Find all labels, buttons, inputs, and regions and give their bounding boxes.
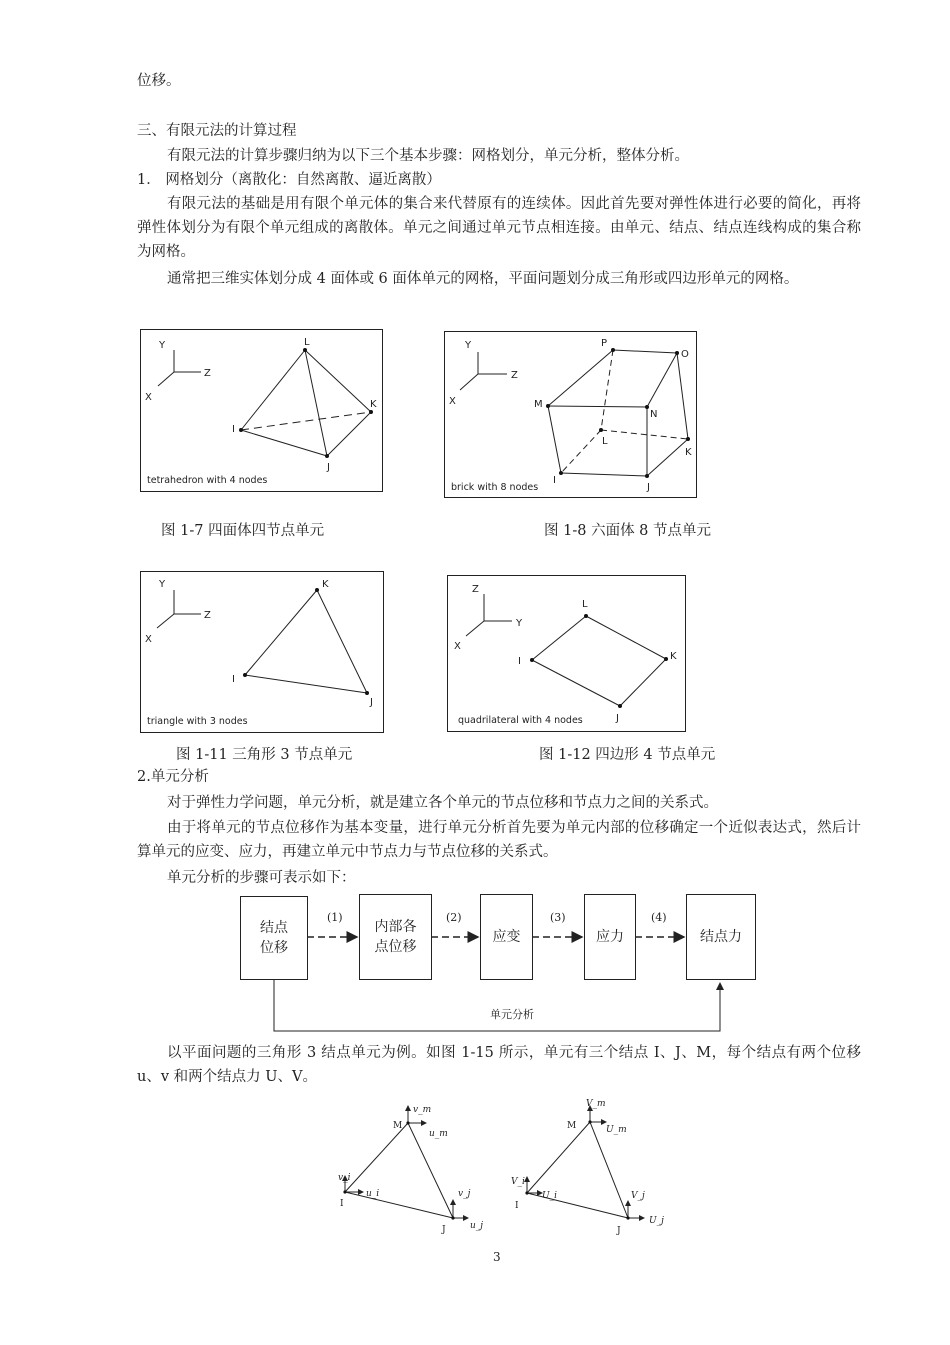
- step-title: 2.单元分析: [137, 769, 209, 785]
- vector-label: v_i: [338, 1173, 351, 1183]
- flow-box-label: 结点 位移: [260, 920, 288, 956]
- vector-label: u_j: [470, 1221, 484, 1231]
- node-label: M: [567, 1121, 577, 1131]
- axis-label: X: [145, 392, 152, 403]
- node-label: I: [232, 424, 235, 435]
- paragraph: 对于弹性力学问题，单元分析，就是建立各个单元的节点位移和节点力之间的关系式。: [167, 795, 718, 811]
- vector-label: v_j: [458, 1189, 471, 1199]
- flow-step-label: (1): [327, 911, 343, 924]
- node-label: J: [442, 1225, 446, 1235]
- axis-label: Z: [511, 370, 518, 381]
- paragraph: 有限元法的基础是用有限个单元体的集合来代替原有的连续体。因此首先要对弹性体进行必要的简化，再将弹性体划分为有限个单元组成的离散体。单元之间通过单元节点相连接。由单元、结点、结点连线构成的集合称为网格。: [137, 196, 861, 260]
- vector-label: u_m: [429, 1129, 448, 1139]
- node-label: J: [617, 1226, 621, 1236]
- axis-label: Z: [204, 368, 211, 379]
- paragraph: 单元分析的步骤可表示如下：: [167, 870, 356, 886]
- section-title: 三、有限元法的计算过程: [137, 123, 297, 139]
- figure-caption: 图 1-8 六面体 8 节点单元: [544, 523, 712, 539]
- node-label: L: [582, 599, 588, 610]
- figure-brick: [444, 331, 697, 498]
- node-label: O: [681, 349, 689, 360]
- axis-label: Y: [159, 579, 166, 590]
- axis-label: Z: [472, 584, 479, 595]
- paragraph: 以平面问题的三角形 3 结点单元为例。如图 1-15 所示，单元有三个结点 I、J、M，每个结点有两个位移 u、v 和两个结点力 U、V。: [137, 1045, 861, 1085]
- node-label: J: [370, 697, 373, 708]
- vector-label: V_m: [586, 1099, 606, 1109]
- node-label: I: [515, 1201, 519, 1211]
- paragraph: 有限元法的计算步骤归纳为以下三个基本步骤：网格划分，单元分析，整体分析。: [167, 148, 689, 164]
- flow-step-label: (2): [446, 911, 462, 924]
- vector-label: U_m: [606, 1125, 627, 1135]
- node-label: J: [647, 482, 650, 493]
- figure-quadrilateral: [447, 575, 686, 732]
- page-number: 3: [493, 1250, 501, 1264]
- node-label: J: [616, 713, 619, 724]
- node-label: K: [322, 579, 329, 590]
- flow-box-stress: [584, 894, 636, 980]
- flow-box-label: 结点力: [700, 929, 742, 945]
- node-label: I: [553, 475, 556, 486]
- paragraph: 通常把三维实体划分成 4 面体或 6 面体单元的网格，平面问题划分成三角形或四边形单元的网格。: [167, 271, 799, 287]
- figure-1-15: [330, 1092, 690, 1242]
- node-label: L: [304, 337, 310, 348]
- vector-label: V_i: [511, 1177, 525, 1187]
- figure-label: triangle with 3 nodes: [147, 716, 248, 727]
- axis-label: X: [145, 634, 152, 645]
- node-label: P: [601, 338, 608, 349]
- flow-box-internal-displacement: [359, 894, 432, 980]
- vector-label: U_i: [542, 1191, 557, 1201]
- step-title: 1． 网格划分（离散化：自然离散、逼近离散）: [137, 172, 441, 188]
- figure-caption: 图 1-11 三角形 3 节点单元: [176, 747, 353, 763]
- node-label: M: [393, 1121, 403, 1131]
- vector-label: V_j: [631, 1191, 645, 1201]
- paragraph: 由于将单元的节点位移作为基本变量，进行单元分析首先要为单元内部的位移确定一个近似表达式，然后计算单元的应变、应力，再建立单元中节点力与节点位移的关系式。: [137, 820, 861, 860]
- figure-tetrahedron: [140, 329, 383, 492]
- flow-step-label: (4): [651, 911, 667, 924]
- node-label: K: [670, 651, 677, 662]
- node-label: L: [602, 436, 608, 447]
- flow-bottom-label: 单元分析: [490, 1008, 534, 1021]
- node-label: J: [327, 462, 330, 473]
- flow-step-label: (3): [550, 911, 566, 924]
- flow-box-strain: [480, 894, 533, 980]
- axis-label: X: [454, 641, 461, 652]
- axis-label: Y: [465, 340, 472, 351]
- flow-box-node-displacement: [240, 896, 308, 980]
- figure-caption: 图 1-12 四边形 4 节点单元: [539, 747, 716, 763]
- figure-triangle: [140, 571, 384, 733]
- node-label: I: [340, 1199, 344, 1209]
- node-label: K: [370, 399, 377, 410]
- node-label: N: [650, 409, 658, 420]
- figure-caption: 图 1-7 四面体四节点单元: [161, 523, 325, 539]
- flow-box-label: 应力: [596, 929, 624, 945]
- figure-label: quadrilateral with 4 nodes: [458, 715, 583, 726]
- flow-box-node-force: [686, 894, 756, 980]
- node-label: I: [232, 674, 235, 685]
- figure-label: tetrahedron with 4 nodes: [147, 475, 268, 486]
- axis-label: X: [449, 396, 456, 407]
- flow-box-label: 内部各 点位移: [374, 919, 417, 955]
- node-label: I: [518, 656, 521, 667]
- vector-label: v_m: [413, 1105, 432, 1115]
- node-label: K: [685, 447, 692, 458]
- node-label: M: [534, 399, 543, 410]
- axis-label: Z: [204, 610, 211, 621]
- vector-label: U_j: [649, 1216, 664, 1226]
- flow-box-label: 应变: [492, 929, 521, 945]
- figure-label: brick with 8 nodes: [451, 482, 539, 493]
- axis-label: Y: [159, 340, 166, 351]
- vector-label: u_i: [366, 1189, 380, 1199]
- axis-label: Y: [516, 618, 523, 629]
- text-line: 位移。: [137, 73, 181, 89]
